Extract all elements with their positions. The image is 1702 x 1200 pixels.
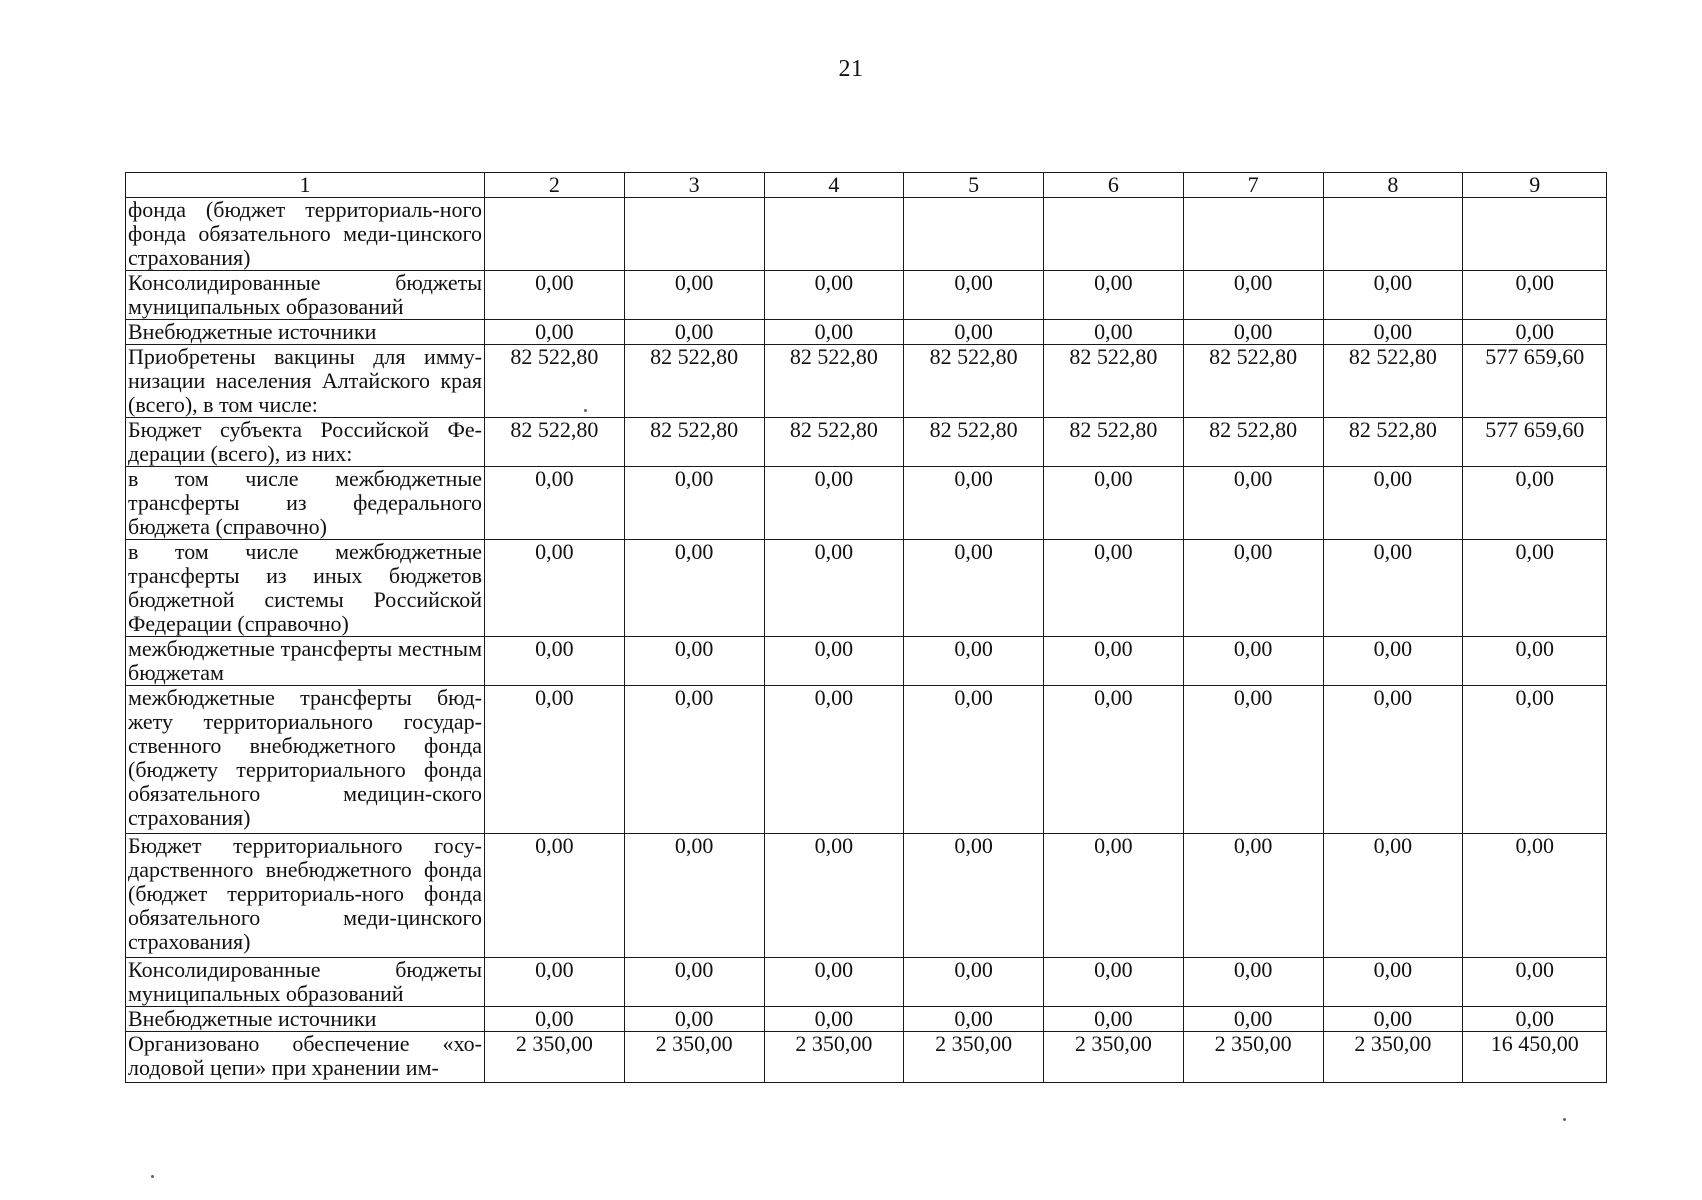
- value-cell: 0,00: [624, 637, 764, 686]
- table-row: [126, 637, 1607, 686]
- value-cell: 0,00: [1044, 637, 1184, 686]
- value-cell: [1323, 198, 1463, 271]
- value-cell: 0,00: [485, 320, 625, 345]
- value-cell: 82 522,80: [624, 418, 764, 467]
- value-cell: 0,00: [904, 834, 1044, 958]
- row-label: Внебюджетные источники: [126, 1007, 485, 1032]
- value-cell: 82 522,80: [764, 418, 904, 467]
- value-cell: 0,00: [1463, 686, 1607, 834]
- value-cell: 577 659,60: [1463, 345, 1607, 418]
- table-row: [126, 320, 1607, 345]
- value-cell: 0,00: [1183, 320, 1323, 345]
- value-cell: 0,00: [1463, 1007, 1607, 1032]
- value-cell: 2 350,00: [904, 1032, 1044, 1083]
- value-cell: 2 350,00: [764, 1032, 904, 1083]
- value-cell: 0,00: [904, 1007, 1044, 1032]
- value-cell: 0,00: [904, 686, 1044, 834]
- value-cell: 0,00: [904, 637, 1044, 686]
- value-cell: 0,00: [764, 958, 904, 1007]
- value-cell: [485, 198, 625, 271]
- column-header: 6: [1044, 173, 1184, 198]
- value-cell: 0,00: [1044, 958, 1184, 1007]
- table-row: [126, 198, 1607, 271]
- table-row: [126, 1032, 1607, 1083]
- value-cell: 0,00: [1323, 320, 1463, 345]
- value-cell: 2 350,00: [1323, 1032, 1463, 1083]
- value-cell: 2 350,00: [485, 1032, 625, 1083]
- value-cell: 0,00: [1183, 637, 1323, 686]
- value-cell: 0,00: [1044, 834, 1184, 958]
- page-number: 21: [838, 56, 864, 82]
- value-cell: 82 522,80: [764, 345, 904, 418]
- value-cell: [624, 198, 764, 271]
- value-cell: 0,00: [624, 540, 764, 637]
- value-cell: [904, 198, 1044, 271]
- value-cell: 0,00: [904, 540, 1044, 637]
- value-cell: 82 522,80: [904, 345, 1044, 418]
- value-cell: 82 522,80: [1323, 418, 1463, 467]
- table-row: [126, 271, 1607, 320]
- value-cell: 2 350,00: [624, 1032, 764, 1083]
- row-label: Приобретены вакцины для имму-низации населения Алтайского края (всего), в том числе:: [126, 345, 485, 418]
- row-label: межбюджетные трансферты местным бюджетам: [126, 637, 485, 686]
- value-cell: 0,00: [485, 271, 625, 320]
- table-row: [126, 686, 1607, 834]
- value-cell: 0,00: [1183, 540, 1323, 637]
- table-row: [126, 418, 1607, 467]
- value-cell: 0,00: [1183, 1007, 1323, 1032]
- column-header: 4: [764, 173, 904, 198]
- value-cell: 0,00: [485, 686, 625, 834]
- row-label: в том числе межбюджетные трансферты из федерального бюджета (справочно): [126, 467, 485, 540]
- column-header: 2: [485, 173, 625, 198]
- value-cell: 0,00: [1044, 320, 1184, 345]
- value-cell: 0,00: [1463, 271, 1607, 320]
- value-cell: 0,00: [1183, 686, 1323, 834]
- table-row: [126, 834, 1607, 958]
- value-cell: 0,00: [624, 834, 764, 958]
- value-cell: 577 659,60: [1463, 418, 1607, 467]
- value-cell: 0,00: [624, 958, 764, 1007]
- value-cell: 0,00: [1463, 637, 1607, 686]
- value-cell: 0,00: [1463, 467, 1607, 540]
- table-body: [126, 198, 1607, 1083]
- value-cell: 0,00: [624, 686, 764, 834]
- row-label: Консолидированные бюджеты муниципальных образований: [126, 271, 485, 320]
- value-cell: 82 522,80: [1183, 418, 1323, 467]
- value-cell: 0,00: [764, 686, 904, 834]
- column-header: 1: [126, 173, 485, 198]
- value-cell: 0,00: [624, 1007, 764, 1032]
- value-cell: 82 522,80: [624, 345, 764, 418]
- value-cell: 0,00: [1183, 958, 1323, 1007]
- value-cell: 0,00: [624, 320, 764, 345]
- value-cell: 0,00: [1044, 467, 1184, 540]
- budget-table: [125, 172, 1607, 1083]
- value-cell: 0,00: [764, 540, 904, 637]
- table-row: [126, 540, 1607, 637]
- value-cell: 82 522,80: [485, 418, 625, 467]
- value-cell: 0,00: [904, 271, 1044, 320]
- value-cell: 0,00: [485, 958, 625, 1007]
- value-cell: 2 350,00: [1183, 1032, 1323, 1083]
- value-cell: 0,00: [1044, 540, 1184, 637]
- value-cell: 0,00: [1463, 540, 1607, 637]
- table-row: [126, 467, 1607, 540]
- value-cell: 0,00: [1044, 1007, 1184, 1032]
- value-cell: 0,00: [1183, 271, 1323, 320]
- value-cell: 0,00: [904, 320, 1044, 345]
- value-cell: 0,00: [1463, 320, 1607, 345]
- scan-speck: [584, 409, 587, 412]
- scan-speck: [151, 1175, 154, 1178]
- value-cell: 0,00: [1044, 271, 1184, 320]
- column-header: 8: [1323, 173, 1463, 198]
- value-cell: 0,00: [1183, 467, 1323, 540]
- value-cell: [1183, 198, 1323, 271]
- value-cell: [1463, 198, 1607, 271]
- value-cell: 0,00: [1323, 637, 1463, 686]
- column-header: 9: [1463, 173, 1607, 198]
- value-cell: 0,00: [1323, 467, 1463, 540]
- value-cell: 0,00: [764, 320, 904, 345]
- value-cell: 82 522,80: [1183, 345, 1323, 418]
- value-cell: 0,00: [485, 467, 625, 540]
- value-cell: 0,00: [485, 637, 625, 686]
- table-row: [126, 1007, 1607, 1032]
- value-cell: 0,00: [624, 271, 764, 320]
- value-cell: 82 522,80: [1323, 345, 1463, 418]
- row-label: Организовано обеспечение «хо-лодовой цепи» при хранении им-: [126, 1032, 485, 1083]
- value-cell: 82 522,80: [904, 418, 1044, 467]
- value-cell: 0,00: [1463, 958, 1607, 1007]
- value-cell: 0,00: [764, 1007, 904, 1032]
- table-header-row: [126, 173, 1607, 198]
- value-cell: 0,00: [485, 834, 625, 958]
- value-cell: 0,00: [1323, 540, 1463, 637]
- row-label: в том числе межбюджетные трансферты из иных бюджетов бюджетной системы Российской Федерации (справочно): [126, 540, 485, 637]
- value-cell: [764, 198, 904, 271]
- row-label: фонда (бюджет территориаль-ного фонда обязательного меди-цинского страхования): [126, 198, 485, 271]
- value-cell: 0,00: [1323, 834, 1463, 958]
- scan-speck: [1563, 1118, 1566, 1121]
- value-cell: 2 350,00: [1044, 1032, 1184, 1083]
- table-row: [126, 345, 1607, 418]
- value-cell: 0,00: [485, 540, 625, 637]
- value-cell: 0,00: [624, 467, 764, 540]
- row-label: Внебюджетные источники: [126, 320, 485, 345]
- row-label: Консолидированные бюджеты муниципальных образований: [126, 958, 485, 1007]
- row-label: Бюджет территориального госу-дарственного внебюджетного фонда (бюджет территориаль-ного фонда обязательного меди-цинского страхования): [126, 834, 485, 958]
- value-cell: 0,00: [764, 834, 904, 958]
- value-cell: 0,00: [1323, 686, 1463, 834]
- column-header: 3: [624, 173, 764, 198]
- value-cell: 0,00: [1183, 834, 1323, 958]
- value-cell: 0,00: [1463, 834, 1607, 958]
- value-cell: 82 522,80: [485, 345, 625, 418]
- value-cell: 0,00: [764, 271, 904, 320]
- column-header: 7: [1183, 173, 1323, 198]
- column-header: 5: [904, 173, 1044, 198]
- value-cell: [1044, 198, 1184, 271]
- value-cell: 0,00: [485, 1007, 625, 1032]
- value-cell: 16 450,00: [1463, 1032, 1607, 1083]
- value-cell: 0,00: [1323, 958, 1463, 1007]
- value-cell: 0,00: [904, 958, 1044, 1007]
- value-cell: 0,00: [764, 637, 904, 686]
- value-cell: 0,00: [1323, 1007, 1463, 1032]
- table-row: [126, 958, 1607, 1007]
- value-cell: 0,00: [1323, 271, 1463, 320]
- row-label: Бюджет субъекта Российской Фе-дерации (всего), из них:: [126, 418, 485, 467]
- value-cell: 82 522,80: [1044, 418, 1184, 467]
- value-cell: 0,00: [904, 467, 1044, 540]
- value-cell: 0,00: [1044, 686, 1184, 834]
- value-cell: 82 522,80: [1044, 345, 1184, 418]
- row-label: межбюджетные трансферты бюд-жету территориального государ-ственного внебюджетного фонда (бюджету территориального фонда обязательного медицин-ского страхования): [126, 686, 485, 834]
- value-cell: 0,00: [764, 467, 904, 540]
